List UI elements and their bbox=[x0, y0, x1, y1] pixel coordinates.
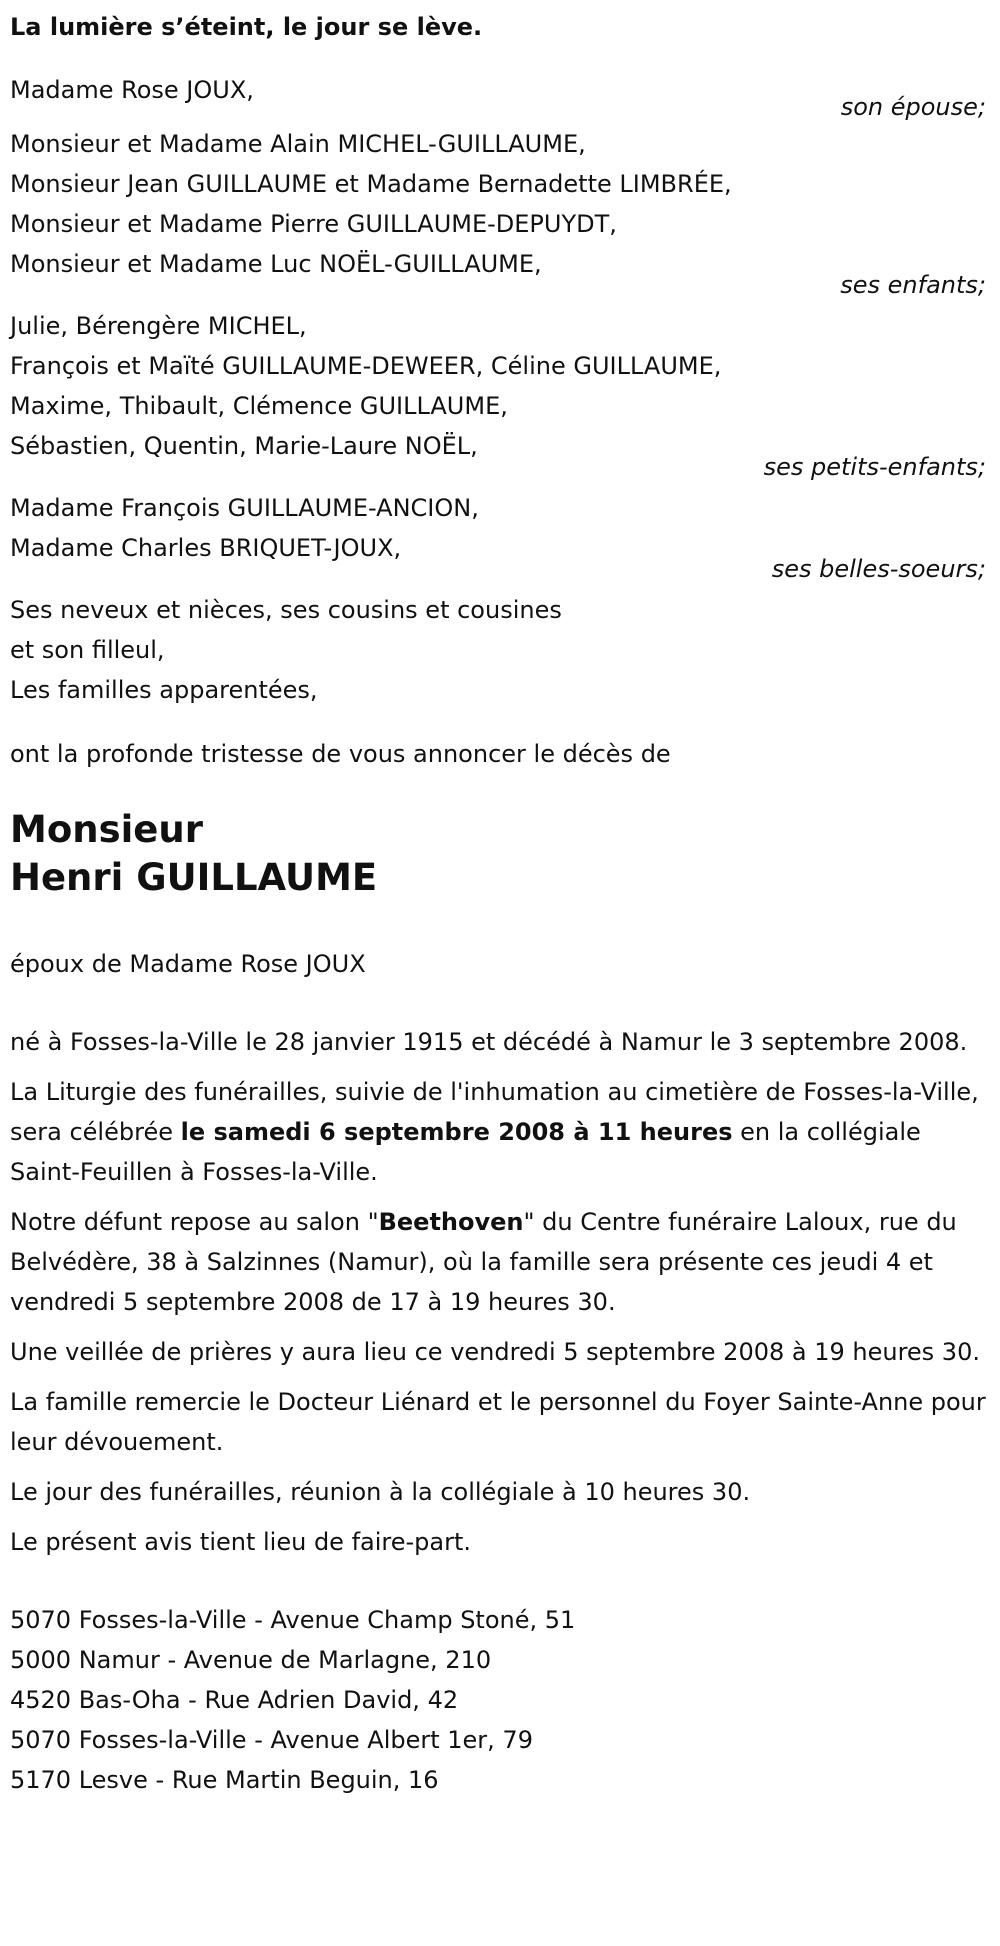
repose-text: " du Centre funéraire Laloux, rue du Belvédère, 38 à Salzinnes (Namur), où la famille sera présente ces jeudi 4 et vendredi 5 septembre 2008 de 17 à 19 heures 30. bbox=[10, 1208, 957, 1316]
family-line: Monsieur et Madame Pierre GUILLAUME-DEPUYDT, bbox=[10, 210, 617, 238]
address-list bbox=[10, 1600, 990, 1800]
address-line: 4520 Bas-Oha - Rue Adrien David, 42 bbox=[10, 1686, 459, 1714]
liturgy-text: La Liturgie des funérailles, suivie de l'inhumation au cimetière de Fosses-la-Ville, sera célébrée bbox=[10, 1078, 979, 1146]
family-group-children bbox=[10, 124, 990, 300]
family-line: Monsieur et Madame Luc NOËL-GUILLAUME, bbox=[10, 250, 542, 278]
deceased-name-block bbox=[10, 806, 990, 902]
family-line: Les familles apparentées, bbox=[10, 676, 318, 704]
family-role: son épouse; bbox=[840, 93, 986, 121]
address-line: 5070 Fosses-la-Ville - Avenue Champ Stoné, 51 bbox=[10, 1606, 576, 1634]
family-role: ses petits-enfants; bbox=[763, 453, 986, 481]
family-line: Julie, Bérengère MICHEL, bbox=[10, 312, 307, 340]
family-line: Madame Charles BRIQUET-JOUX, bbox=[10, 534, 402, 562]
thanks-paragraph: La famille remercie le Docteur Liénard et le personnel du Foyer Sainte-Anne pour leur dévouement. bbox=[10, 1388, 986, 1456]
vigil-paragraph: Une veillée de prières y aura lieu ce vendredi 5 septembre 2008 à 19 heures 30. bbox=[10, 1338, 980, 1366]
headline: La lumière s’éteint, le jour se lève. bbox=[10, 13, 483, 41]
family-line: Madame Rose JOUX, bbox=[10, 76, 254, 104]
family-group-grandchildren bbox=[10, 306, 990, 482]
birth-death-line: né à Fosses-la-Ville le 28 janvier 1915 et décédé à Namur le 3 septembre 2008. bbox=[10, 1028, 968, 1056]
deceased-title: Monsieur bbox=[10, 808, 203, 851]
family-line: Sébastien, Quentin, Marie-Laure NOËL, bbox=[10, 432, 478, 460]
announcement: ont la profonde tristesse de vous annoncer le décès de bbox=[10, 740, 671, 768]
liturgy-paragraph bbox=[10, 1072, 990, 1192]
salon-name: Beethoven bbox=[378, 1208, 524, 1236]
family-line: Maxime, Thibault, Clémence GUILLAUME, bbox=[10, 392, 508, 420]
family-line: Ses neveux et nièces, ses cousins et cousines bbox=[10, 596, 562, 624]
repose-paragraph bbox=[10, 1202, 990, 1322]
address-line: 5070 Fosses-la-Ville - Avenue Albert 1er, 79 bbox=[10, 1726, 533, 1754]
family-line: Monsieur Jean GUILLAUME et Madame Bernadette LIMBRÉE, bbox=[10, 170, 732, 198]
family-line: François et Maïté GUILLAUME-DEWEER, Céline GUILLAUME, bbox=[10, 352, 722, 380]
liturgy-datetime: le samedi 6 septembre 2008 à 11 heures bbox=[180, 1118, 733, 1146]
family-line: Madame François GUILLAUME-ANCION, bbox=[10, 494, 479, 522]
repose-text: Notre défunt repose au salon " bbox=[10, 1208, 379, 1236]
family-line: et son filleul, bbox=[10, 636, 165, 664]
family-role: ses belles-soeurs; bbox=[771, 555, 986, 583]
deceased-name: Henri GUILLAUME bbox=[10, 856, 378, 899]
family-role: ses enfants; bbox=[840, 271, 986, 299]
family-group-spouse bbox=[10, 70, 990, 122]
notice-paragraph: Le présent avis tient lieu de faire-part. bbox=[10, 1528, 472, 1556]
address-line: 5000 Namur - Avenue de Marlagne, 210 bbox=[10, 1646, 492, 1674]
address-line: 5170 Lesve - Rue Martin Beguin, 16 bbox=[10, 1766, 439, 1794]
meeting-paragraph: Le jour des funérailles, réunion à la collégiale à 10 heures 30. bbox=[10, 1478, 751, 1506]
family-group-sisters-in-law bbox=[10, 488, 990, 584]
liturgy-text: en la collégiale Saint-Feuillen à Fosses-la-Ville. bbox=[10, 1118, 921, 1186]
spouse-line: époux de Madame Rose JOUX bbox=[10, 950, 366, 978]
family-line: Monsieur et Madame Alain MICHEL-GUILLAUME, bbox=[10, 130, 586, 158]
family-group-others bbox=[10, 590, 990, 710]
